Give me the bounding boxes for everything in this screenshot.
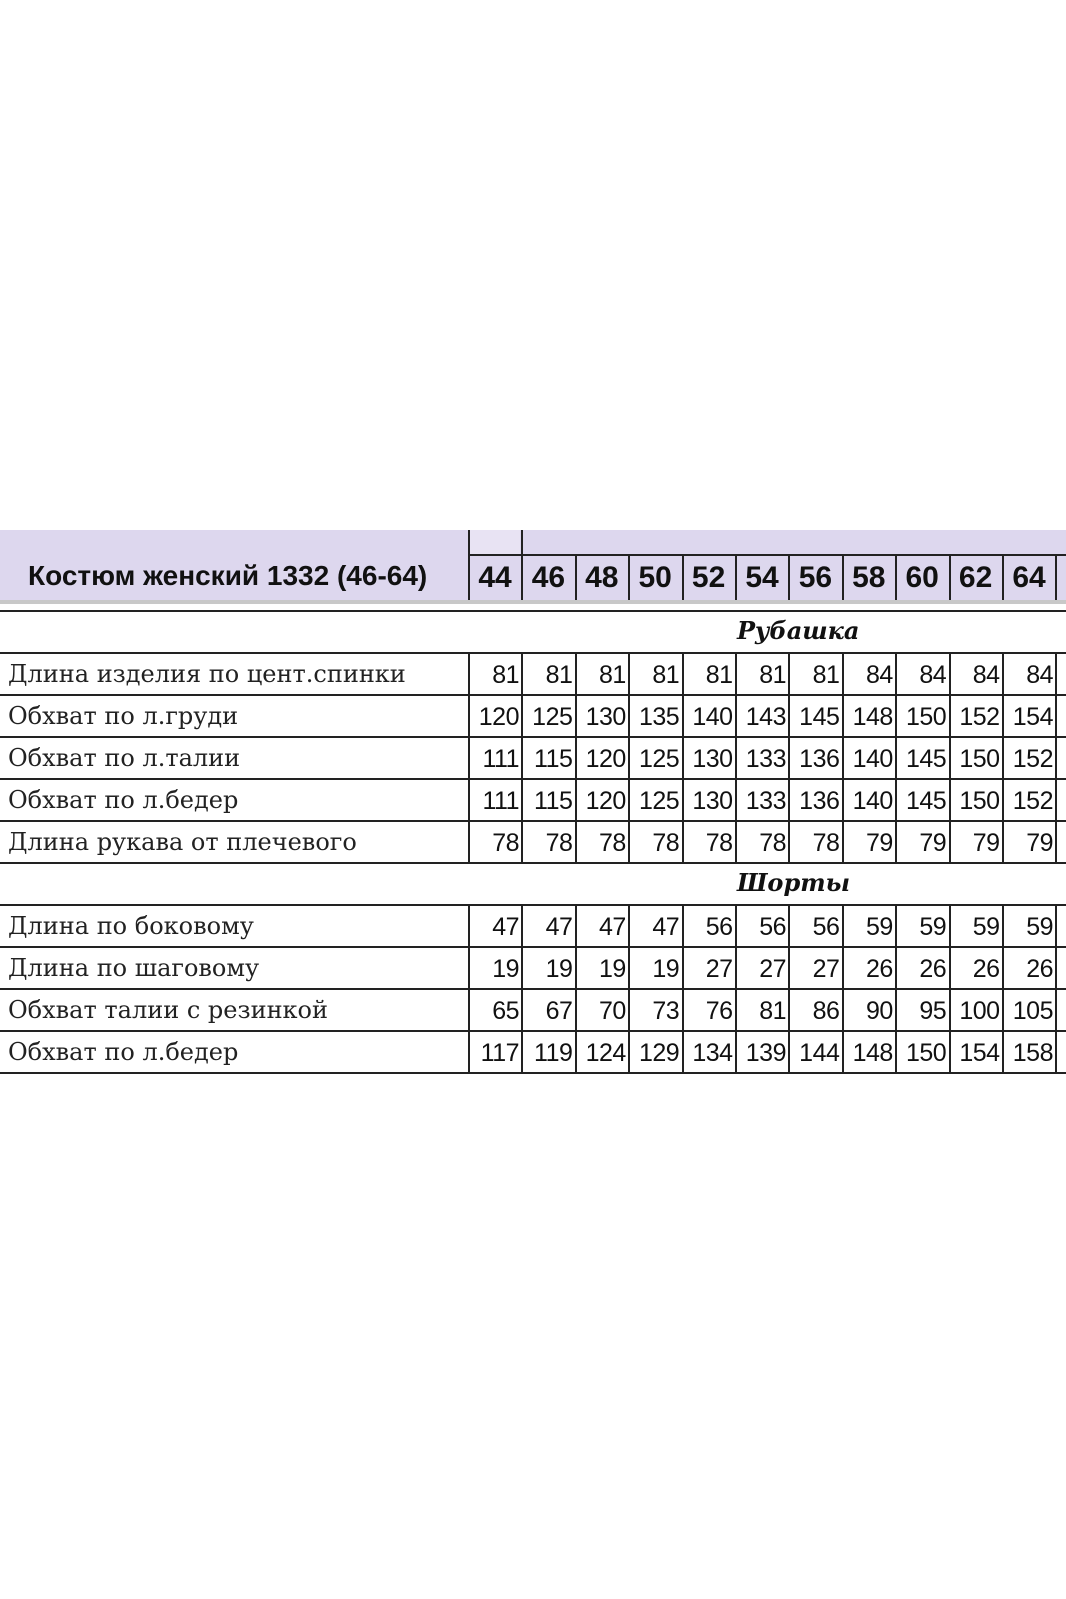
measurement-value: 143 [745,703,786,731]
size-chart [0,530,1066,1074]
section-label: Шорты [737,868,851,897]
measurement-value: 111 [482,787,519,815]
measurement-value: 59 [919,913,947,941]
measurement-value: 81 [705,661,733,689]
measurement-value: 150 [959,745,1000,773]
measurement-value: 84 [972,661,1000,689]
measurement-value: 130 [585,703,626,731]
table-row [0,694,1066,736]
column-divider [1055,906,1057,946]
measurement-value: 135 [638,703,680,731]
measurement-value: 47 [652,913,680,941]
measurement-value: 81 [759,661,786,689]
measurement-value: 78 [759,829,786,857]
measurement-label: Обхват по л.груди [8,702,239,730]
measurement-label: Обхват талии с резинкой [8,996,329,1024]
column-divider [1055,948,1057,988]
measurement-value: 19 [598,955,626,983]
measurement-value: 78 [598,829,626,857]
measurement-value: 133 [745,787,786,815]
measurement-value: 119 [534,1039,573,1067]
column-divider [1055,696,1057,736]
size-header-cell: 58 [852,561,886,594]
measurement-value: 154 [959,1039,1000,1067]
column-divider [1055,780,1057,820]
measurement-value: 158 [1012,1039,1053,1067]
measurement-value: 120 [478,703,519,731]
measurement-label: Длина по боковому [8,912,254,940]
header-stub-cell [470,530,520,554]
measurement-value: 140 [692,703,733,731]
measurement-value: 150 [905,1039,947,1067]
table-row [0,820,1066,862]
measurement-value: 59 [1026,913,1053,941]
measurement-value: 26 [919,955,947,983]
measurement-value: 120 [585,787,626,815]
table-row [0,988,1066,1030]
measurement-value: 27 [759,955,786,983]
measurement-value: 73 [652,997,680,1025]
measurement-value: 111 [482,745,519,773]
measurement-value: 136 [799,745,840,773]
header-stub-line [521,530,523,556]
size-header-cell: 60 [905,561,939,594]
measurement-value: 81 [759,997,786,1025]
column-divider [1055,1032,1057,1072]
measurement-value: 86 [812,997,840,1025]
size-header-cell: 56 [798,561,833,594]
header-column-divider [1055,556,1057,600]
measurement-value: 139 [745,1039,786,1067]
size-header-cell: 64 [1012,561,1046,594]
measurement-value: 134 [692,1039,733,1067]
measurement-value: 133 [745,745,786,773]
measurement-value: 78 [812,829,840,857]
measurement-value: 27 [705,955,733,983]
measurement-value: 59 [972,913,1000,941]
measurement-value: 67 [545,997,573,1025]
measurement-value: 84 [1026,661,1053,689]
measurement-value: 95 [919,997,947,1025]
table-row [0,652,1066,694]
measurement-value: 115 [534,787,573,815]
section-label: Рубашка [737,616,860,645]
column-divider [1055,822,1057,862]
measurement-label: Длина по шаговому [8,954,260,982]
measurement-value: 105 [1012,997,1053,1025]
measurement-value: 125 [638,787,680,815]
measurement-value: 150 [905,703,947,731]
measurement-value: 144 [799,1039,840,1067]
size-header-cell: 44 [478,561,512,594]
measurement-value: 79 [1026,829,1053,857]
measurement-value: 152 [1012,745,1053,773]
measurement-value: 76 [705,997,733,1025]
measurement-value: 130 [692,787,733,815]
measurement-value: 79 [972,829,1000,857]
measurement-label: Обхват по л.талии [8,744,241,772]
measurement-value: 120 [585,745,626,773]
measurement-label: Обхват по л.бедер [8,1038,239,1066]
measurement-value: 152 [1012,787,1053,815]
measurement-value: 79 [919,829,947,857]
column-divider [1055,990,1057,1030]
size-header-cell: 54 [745,561,779,594]
size-header-cell: 50 [638,561,672,594]
measurement-value: 47 [545,913,573,941]
size-header-cell: 52 [691,561,726,594]
measurement-value: 81 [812,661,840,689]
chart-title: Костюм женский 1332 (46-64) [28,560,428,591]
measurement-label: Длина изделия по цент.спинки [8,660,406,688]
measurement-value: 125 [638,745,680,773]
measurement-value: 56 [705,913,733,941]
measurements-table [0,610,1066,1074]
section-heading [0,862,1066,904]
measurement-value: 56 [759,913,786,941]
size-header-cell: 46 [531,561,566,594]
measurement-value: 150 [959,787,1000,815]
measurement-value: 100 [959,997,1000,1025]
measurement-value: 19 [652,955,680,983]
measurement-value: 117 [480,1039,519,1067]
measurement-value: 78 [492,829,519,857]
measurement-value: 26 [1026,955,1053,983]
measurement-value: 47 [492,913,519,941]
measurement-value: 145 [905,787,947,815]
measurement-value: 129 [638,1039,680,1067]
measurement-value: 115 [534,745,573,773]
size-header-cell: 48 [585,561,619,594]
measurement-value: 84 [919,661,947,689]
measurement-value: 78 [545,829,573,857]
measurement-value: 56 [812,913,840,941]
measurement-value: 26 [972,955,1000,983]
header-stub-line [468,530,470,556]
measurement-value: 152 [959,703,1000,731]
measurement-value: 145 [905,745,947,773]
measurement-value: 65 [492,997,519,1025]
section-heading [0,610,1066,652]
table-row [0,1030,1066,1074]
measurement-value: 78 [652,829,680,857]
table-row [0,946,1066,988]
measurement-value: 59 [865,913,893,941]
measurement-value: 90 [865,997,893,1025]
measurement-value: 140 [852,745,893,773]
table-row [0,904,1066,946]
size-header-cell: 62 [958,561,993,594]
measurement-value: 136 [799,787,840,815]
measurement-value: 81 [598,661,626,689]
measurement-value: 19 [545,955,573,983]
measurement-value: 148 [852,703,893,731]
table-header [0,530,1066,604]
measurement-value: 70 [598,997,626,1025]
column-divider [1055,654,1057,694]
measurement-value: 81 [492,661,519,689]
measurement-value: 145 [799,703,840,731]
measurement-value: 130 [692,745,733,773]
table-row [0,778,1066,820]
measurement-value: 124 [585,1039,626,1067]
measurement-value: 19 [492,955,519,983]
measurement-value: 140 [852,787,893,815]
measurement-label: Обхват по л.бедер [8,786,239,814]
measurement-label: Длина рукава от плечевого [8,828,357,856]
measurement-value: 78 [705,829,733,857]
measurement-value: 26 [865,955,893,983]
measurement-value: 154 [1012,703,1053,731]
column-divider [1055,738,1057,778]
measurement-value: 148 [852,1039,893,1067]
measurement-value: 79 [865,829,893,857]
measurement-value: 47 [598,913,626,941]
measurement-value: 81 [545,661,573,689]
measurement-value: 27 [812,955,840,983]
measurement-value: 84 [865,661,893,689]
measurement-value: 81 [652,661,680,689]
table-row [0,736,1066,778]
measurement-value: 125 [532,703,573,731]
